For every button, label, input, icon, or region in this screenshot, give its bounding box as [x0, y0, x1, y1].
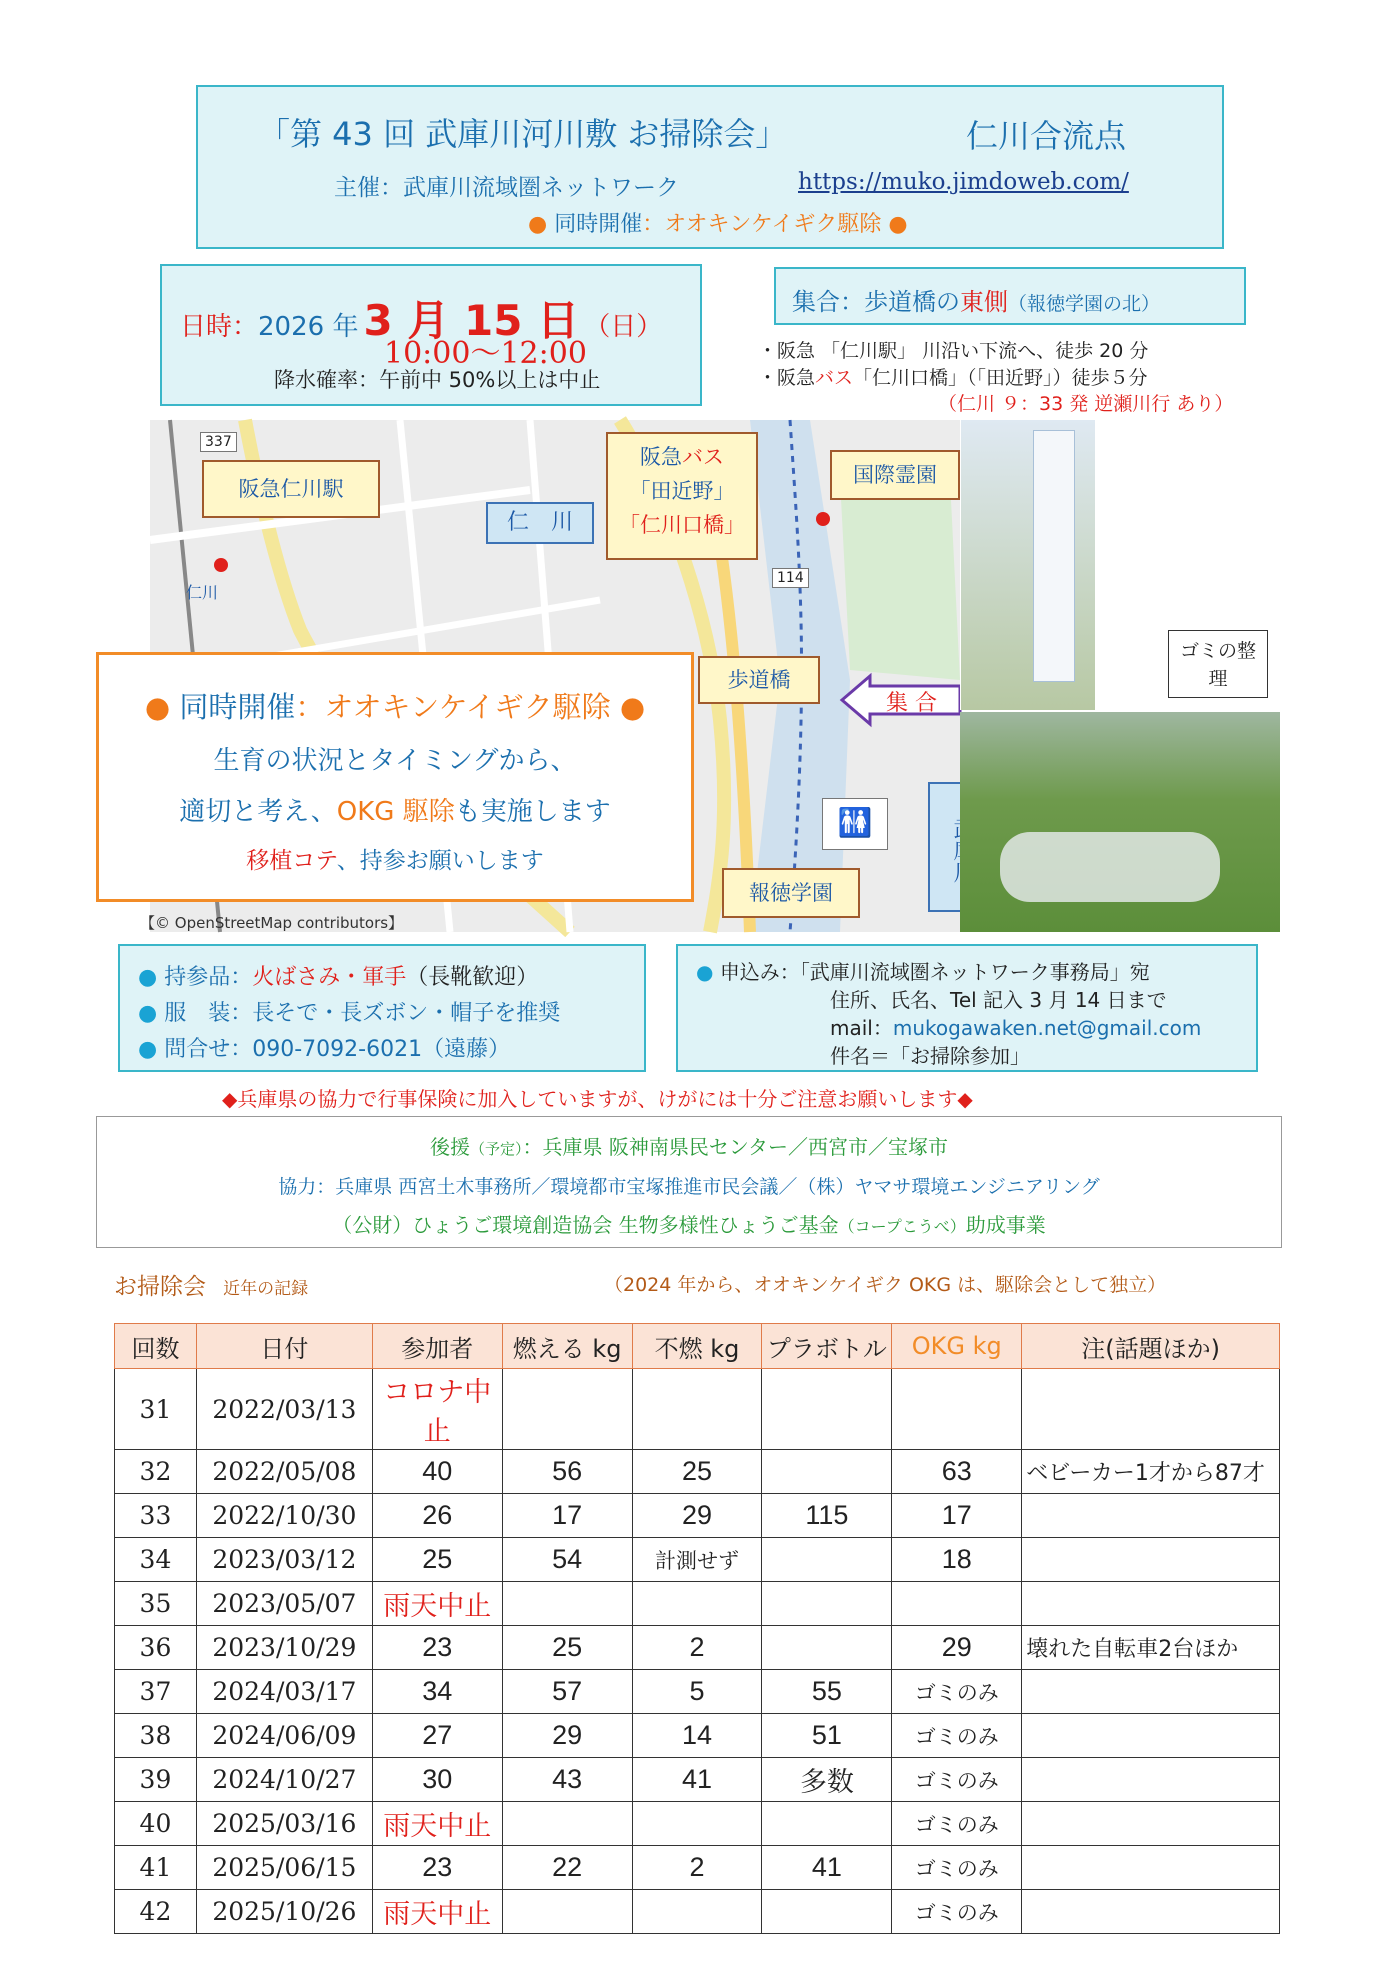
meeting-place-note: （報徳学園の北）: [1008, 293, 1161, 315]
table-cell: 37: [115, 1670, 197, 1714]
col-header: 日付: [196, 1324, 372, 1369]
okg-line-3b: 、持参お願いします: [336, 848, 544, 874]
table-cell: [502, 1802, 632, 1846]
route-2: [758, 363, 1148, 390]
station-sign: 仁川: [186, 583, 219, 602]
bullet-icon: ●: [138, 1037, 158, 1062]
okg-line-3: [99, 842, 691, 875]
table-cell: 31: [115, 1369, 197, 1450]
table-cell: 32: [115, 1450, 197, 1494]
okg-title-a: 同時開催: [179, 690, 296, 724]
table-row: [115, 1494, 1280, 1538]
table-cell: 63: [892, 1450, 1022, 1494]
table-cell: ゴミのみ: [892, 1846, 1022, 1890]
table-cell: 多数: [762, 1758, 892, 1802]
table-cell: 5: [632, 1670, 762, 1714]
datetime-weekday: （日）: [584, 312, 663, 342]
table-cell: ベビーカー1才から87才: [1022, 1450, 1280, 1494]
table-cell: [1022, 1802, 1280, 1846]
river-nigawa-label: 仁 川: [486, 502, 594, 544]
table-cell: 23: [372, 1846, 502, 1890]
col-header: 不燃 kg: [632, 1324, 762, 1369]
contact-line: [138, 1032, 510, 1063]
contact-label: 問合せ：: [164, 1037, 253, 1062]
table-cell: 25: [632, 1450, 762, 1494]
table-cell: [762, 1890, 892, 1934]
support-line-1a: 後援: [429, 1135, 470, 1159]
table-cell: [892, 1582, 1022, 1626]
bus-line-1: 阪急: [640, 445, 682, 469]
bus-stop-label: [606, 432, 758, 560]
datetime-box: [160, 264, 702, 406]
station-pin-icon: [214, 558, 228, 572]
table-cell: ゴミのみ: [892, 1670, 1022, 1714]
support-line-2: 協力：兵庫県 西宮土木事務所／環境都市宝塚推進市民会議／（株）ヤマサ環境エンジニアリング: [278, 1176, 1100, 1198]
table-cell: 25: [502, 1626, 632, 1670]
table-cell: 2025/10/26: [196, 1890, 372, 1934]
col-header: 注(話題ほか): [1022, 1324, 1280, 1369]
table-cell: 17: [892, 1494, 1022, 1538]
records-subtitle: 近年の記録: [223, 1279, 309, 1299]
website-link[interactable]: https://muko.jimdoweb.com/: [798, 169, 1129, 195]
station-label: 阪急仁川駅: [202, 460, 380, 518]
concurrent-line: [528, 207, 908, 238]
table-cell: ゴミのみ: [892, 1802, 1022, 1846]
table-cell: 29: [632, 1494, 762, 1538]
table-cell: 30: [372, 1758, 502, 1802]
table-header-row: [115, 1324, 1280, 1369]
meeting-line: [792, 282, 1160, 317]
route-2-bus: バス: [815, 367, 854, 389]
table-cell: 2: [632, 1846, 762, 1890]
table-cell: [1022, 1582, 1280, 1626]
table-cell: 42: [115, 1890, 197, 1934]
table-cell: [1022, 1890, 1280, 1934]
table-cell: [632, 1582, 762, 1626]
okg-line-3a: 移植コテ: [246, 848, 337, 874]
okg-line-2: [99, 791, 691, 828]
banner-photo: [960, 420, 1095, 710]
table-cell: 57: [502, 1670, 632, 1714]
support-line-1c: ：兵庫県 阪神南県民センター／西宮市／宝塚市: [522, 1135, 949, 1159]
table-cell: 2023/10/29: [196, 1626, 372, 1670]
table-cell: 22: [502, 1846, 632, 1890]
road-114-badge: 114: [772, 568, 809, 588]
okg-line-2c: も実施します: [454, 797, 611, 827]
table-cell: [762, 1626, 892, 1670]
table-cell: 41: [762, 1846, 892, 1890]
table-cell: 雨天中止: [372, 1890, 502, 1934]
records-note: （2024 年から、オオキンケイギク OKG は、駆除会として独立）: [604, 1274, 1167, 1296]
table-cell: 2023/05/07: [196, 1582, 372, 1626]
table-cell: 2022/03/13: [196, 1369, 372, 1450]
table-cell: 35: [115, 1582, 197, 1626]
footbridge-label: 歩道橋: [698, 656, 820, 704]
table-cell: コロナ中止: [372, 1369, 502, 1450]
route-1: ・阪急 「仁川駅」 川沿い下流へ、徒歩 20 分: [758, 340, 1149, 362]
support-line-3: [97, 1209, 1281, 1238]
concurrent-label: 同時開催: [554, 212, 643, 237]
meeting-box: [774, 267, 1246, 325]
bullet-icon: ●: [528, 212, 548, 237]
apply-box: [676, 944, 1258, 1072]
table-row: [115, 1802, 1280, 1846]
apply-mail-line: [830, 1012, 1201, 1041]
table-cell: 54: [502, 1538, 632, 1582]
meeting-arrow: [842, 674, 962, 730]
bring-line: [138, 960, 538, 991]
table-cell: 29: [502, 1714, 632, 1758]
clothes-label: 服 装：: [164, 1001, 253, 1026]
apply-mail[interactable]: mukogawaken.net@gmail.com: [892, 1016, 1202, 1040]
table-cell: 43: [502, 1758, 632, 1802]
table-row: [115, 1450, 1280, 1494]
okg-notice: [96, 652, 694, 902]
table-cell: 2025/03/16: [196, 1802, 372, 1846]
table-cell: ゴミのみ: [892, 1758, 1022, 1802]
table-cell: [502, 1582, 632, 1626]
table-cell: [1022, 1369, 1280, 1450]
header-box: [196, 85, 1224, 249]
okg-line-2a: 適切と考え、: [179, 797, 337, 827]
table-cell: [632, 1890, 762, 1934]
location-tag: 仁川合流点: [966, 117, 1127, 155]
apply-line-1: [696, 956, 1150, 985]
table-cell: 2024/06/09: [196, 1714, 372, 1758]
table-cell: [762, 1802, 892, 1846]
meeting-place-c: 東側: [960, 288, 1008, 316]
support-line-3a: （公財）ひょうご環境創造協会 生物多様性ひょうご基金: [332, 1213, 839, 1237]
table-row: [115, 1582, 1280, 1626]
table-cell: 34: [372, 1670, 502, 1714]
table-cell: [1022, 1494, 1280, 1538]
map-credit: 【© OpenStreetMap contributors】: [140, 914, 404, 932]
table-cell: 2024/03/17: [196, 1670, 372, 1714]
banner-flag: [1033, 430, 1075, 682]
table-cell: 26: [372, 1494, 502, 1538]
table-cell: 雨天中止: [372, 1582, 502, 1626]
col-header: OKG kg: [892, 1324, 1022, 1369]
table-cell: [502, 1890, 632, 1934]
table-row: [115, 1538, 1280, 1582]
table-cell: [1022, 1846, 1280, 1890]
table-cell: [762, 1450, 892, 1494]
apply-label: 申込み：: [719, 960, 800, 984]
road-337-badge: 337: [200, 432, 237, 452]
records-title-line: [114, 1268, 308, 1301]
table-cell: 40: [115, 1802, 197, 1846]
table-cell: 計測せず: [632, 1538, 762, 1582]
table-cell: 2022/05/08: [196, 1450, 372, 1494]
apply-line-2: 住所、氏名、Tel 記入 3 月 14 日まで: [830, 988, 1167, 1012]
table-row: [115, 1758, 1280, 1802]
table-cell: 2023/03/12: [196, 1538, 372, 1582]
table-cell: 34: [115, 1538, 197, 1582]
apply-subject: 件名＝「お掃除参加」: [830, 1044, 1030, 1068]
table-row: [115, 1369, 1280, 1450]
garbage-label: ゴミの整理: [1168, 630, 1268, 698]
okg-line-2b: OKG 駆除: [336, 797, 455, 827]
table-cell: 55: [762, 1670, 892, 1714]
datetime-date: 3 月 15 日: [363, 296, 580, 345]
col-header: 回数: [115, 1324, 197, 1369]
rain-note: 降水確率：午前中 50%以上は中止: [274, 368, 601, 392]
support-box: [96, 1116, 1282, 1248]
table-cell: 壊れた自転車2台ほか: [1022, 1626, 1280, 1670]
organizer-label: 主催：: [334, 175, 403, 201]
items-box: [118, 944, 646, 1072]
col-header: プラボトル: [762, 1324, 892, 1369]
table-row: [115, 1670, 1280, 1714]
toilet-icon: 🚻: [822, 798, 888, 850]
bring-label: 持参品：: [164, 965, 253, 990]
table-cell: [762, 1582, 892, 1626]
meeting-place-b: の: [936, 288, 960, 316]
table-cell: [1022, 1538, 1280, 1582]
table-cell: 41: [632, 1758, 762, 1802]
bullet-icon: ●: [138, 1001, 158, 1026]
organizer-line: [334, 169, 679, 202]
bus-stop-nigawaguchi: 「仁川口橋」: [619, 513, 745, 537]
table-cell: 2025/06/15: [196, 1846, 372, 1890]
table-cell: 29: [892, 1626, 1022, 1670]
bullet-icon: ●: [696, 960, 714, 984]
table-cell: 18: [892, 1538, 1022, 1582]
table-cell: 27: [372, 1714, 502, 1758]
meeting-label: 集合：: [792, 288, 864, 316]
table-cell: 25: [372, 1538, 502, 1582]
apply-mail-label: mail：: [830, 1016, 893, 1040]
table-cell: [632, 1369, 762, 1450]
bullet-icon: ●: [144, 690, 171, 724]
bullet-icon: ●: [619, 690, 646, 724]
meeting-place-a: 歩道橋: [864, 288, 936, 316]
cemetery-label: 国際霊園: [830, 450, 960, 500]
okg-title: [99, 685, 691, 726]
table-cell: [762, 1369, 892, 1450]
table-row: [115, 1890, 1280, 1934]
table-cell: 39: [115, 1758, 197, 1802]
table-cell: 51: [762, 1714, 892, 1758]
contact-value: 090-7092-6021（遠藤）: [252, 1037, 511, 1062]
support-line-3b: （コープこうべ）: [838, 1217, 966, 1236]
datetime-time: 10:00～12:00: [384, 336, 587, 371]
bring-value: 火ばさみ・軍手: [252, 965, 407, 990]
okg-title-b: ：オオキンケイギク駆除: [295, 690, 611, 724]
bullet-icon: ●: [888, 212, 908, 237]
datetime-year: 2026 年: [258, 312, 359, 342]
table-cell: [762, 1538, 892, 1582]
insurance-note: ◆兵庫県の協力で行事保険に加入していますが、けがには十分ご注意お願いします◆: [222, 1087, 973, 1111]
table-cell: ゴミのみ: [892, 1714, 1022, 1758]
table-cell: 115: [762, 1494, 892, 1538]
table-cell: [632, 1802, 762, 1846]
table-cell: ゴミのみ: [892, 1890, 1022, 1934]
table-cell: [1022, 1670, 1280, 1714]
table-cell: [502, 1369, 632, 1450]
datetime-label: 日時：: [180, 312, 259, 342]
table-cell: [1022, 1714, 1280, 1758]
table-cell: [1022, 1758, 1280, 1802]
bus-stop-tachikano: 「田近野」: [629, 479, 735, 503]
clothes-value: 長そで・長ズボン・帽子を推奨: [252, 1001, 561, 1026]
clothes-line: [138, 996, 560, 1027]
table-cell: 2024/10/27: [196, 1758, 372, 1802]
concurrent-event: ：オオキンケイギク駆除: [642, 212, 882, 237]
table-cell: 雨天中止: [372, 1802, 502, 1846]
bus-line-1b: バス: [682, 445, 724, 469]
apply-org: 「武庫川流域圏ネットワーク事務局」宛: [799, 960, 1150, 984]
support-line-1b: （予定）: [469, 1140, 523, 1158]
table-cell: 2: [632, 1626, 762, 1670]
table-row: [115, 1846, 1280, 1890]
table-cell: 17: [502, 1494, 632, 1538]
table-cell: 38: [115, 1714, 197, 1758]
route-2-prefix: ・阪急: [758, 367, 816, 389]
col-header: 燃える kg: [502, 1324, 632, 1369]
bus-pin-icon: [816, 512, 830, 526]
event-title: 「第 43 回 武庫川河川敷 お掃除会」: [258, 115, 788, 153]
meeting-arrow-label: 集 合: [886, 691, 937, 716]
bullet-icon: ●: [138, 965, 158, 990]
records-table: [114, 1323, 1280, 1934]
route-3: （仁川 ９：33 発 逆瀬川行 あり）: [938, 393, 1234, 415]
table-row: [115, 1626, 1280, 1670]
table-cell: 41: [115, 1846, 197, 1890]
route-2-rest: 「仁川口橋」（「田近野」）徒歩５分: [853, 367, 1148, 389]
garbage-bags: [1000, 832, 1220, 902]
table-cell: [892, 1369, 1022, 1450]
cleanup-photo: [960, 712, 1280, 932]
table-cell: 33: [115, 1494, 197, 1538]
table-cell: 2022/10/30: [196, 1494, 372, 1538]
support-line-3c: 助成事業: [965, 1213, 1046, 1237]
table-cell: 40: [372, 1450, 502, 1494]
houtoku-label: 報徳学園: [722, 868, 860, 918]
organizer-name: 武庫川流域圏ネットワーク: [403, 175, 679, 201]
table-cell: 36: [115, 1626, 197, 1670]
okg-line-1: 生育の状況とタイミングから、: [213, 746, 577, 776]
table-cell: 23: [372, 1626, 502, 1670]
table-row: [115, 1714, 1280, 1758]
support-line-1: [97, 1131, 1281, 1160]
table-cell: 14: [632, 1714, 762, 1758]
records-title: お掃除会: [114, 1274, 206, 1300]
bring-note: （長靴歓迎）: [406, 965, 539, 990]
table-cell: 56: [502, 1450, 632, 1494]
col-header: 参加者: [372, 1324, 502, 1369]
